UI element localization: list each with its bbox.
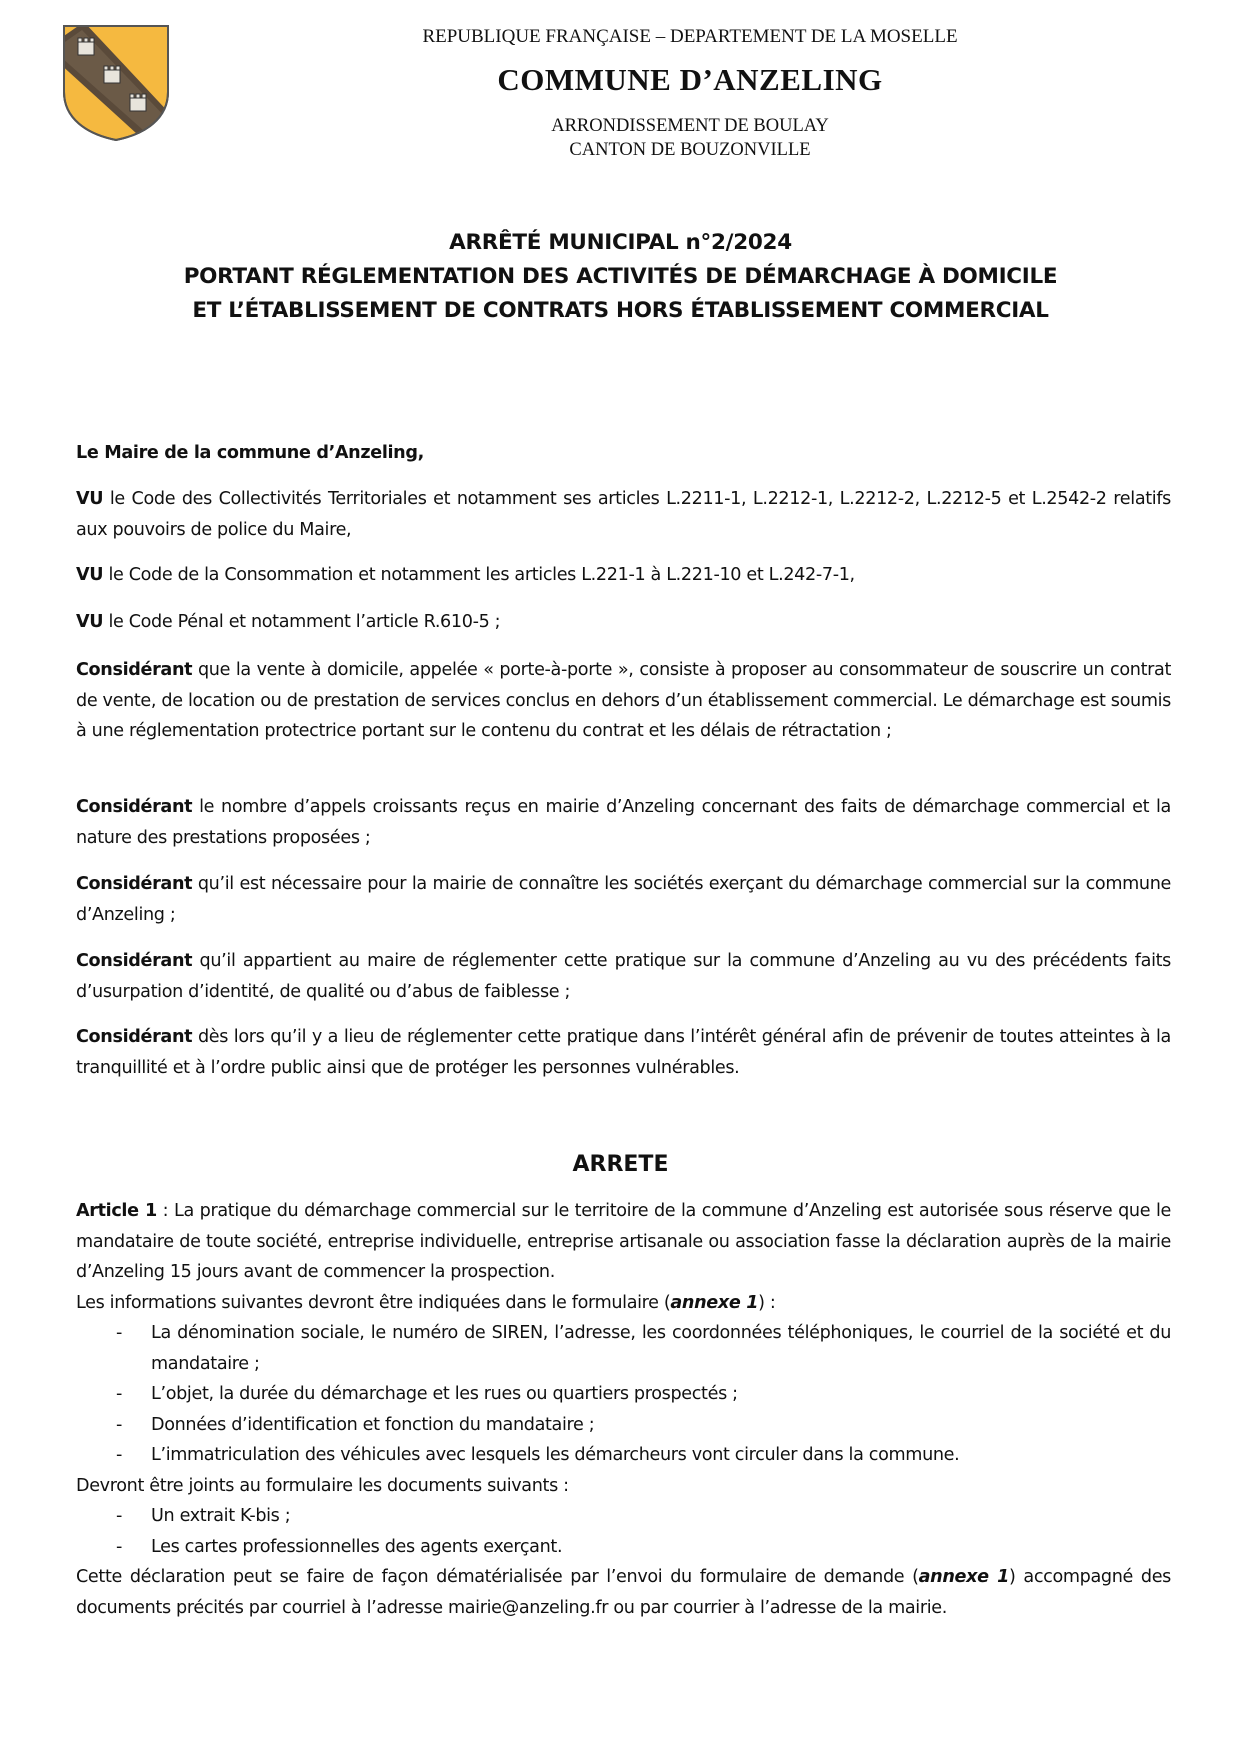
intro-text: Le Maire de la commune d’Anzeling, xyxy=(76,443,424,463)
list-item xyxy=(76,1501,1171,1532)
info-list xyxy=(76,1318,1171,1471)
list-item xyxy=(76,1440,1171,1471)
arrete-heading: ARRETE xyxy=(572,1152,669,1177)
list-dash: - xyxy=(116,1506,122,1526)
considerant-paragraph-3 xyxy=(76,869,1171,930)
vu-paragraph-3 xyxy=(76,607,1171,638)
list-dash: - xyxy=(116,1536,122,1557)
vu-text: le Code de la Consommation et notamment les articles L.221-1 à L.221-10 et L.242-7-1, xyxy=(103,565,855,585)
list-dash: - xyxy=(116,1384,122,1404)
list-dash: - xyxy=(116,1445,122,1465)
closing-text: Cette déclaration peut se faire de façon dématérialisée par l’envoi du formulaire de demande ( xyxy=(76,1567,919,1587)
vu-text: le Code Pénal et notamment l’article R.610-5 ; xyxy=(103,612,501,632)
list-dash: - xyxy=(116,1323,122,1343)
docs-list xyxy=(76,1501,1171,1562)
considerant-paragraph-5 xyxy=(76,1022,1171,1083)
closing-paragraph xyxy=(76,1562,1171,1623)
considerant-text: qu’il appartient au maire de réglementer cette pratique sur la commune d’Anzeling au vu des précédents faits d’usurpation d’identité, de qualité ou d’abus de faiblesse ; xyxy=(76,951,1171,1002)
list-item xyxy=(76,1410,1171,1441)
list-item xyxy=(76,1318,1171,1379)
considerant-text: qu’il est nécessaire pour la mairie de connaître les sociétés exerçant du démarchage commercial sur la commune d’Anzeling ; xyxy=(76,874,1171,925)
district-block xyxy=(300,114,1080,162)
considerant-lead: Considérant xyxy=(76,951,193,971)
commune-name: COMMUNE D’ANZELING xyxy=(497,62,883,97)
list-item-text: Les cartes professionnelles des agents exerçant. xyxy=(151,1536,563,1557)
considerant-paragraph-4 xyxy=(76,946,1171,1007)
vu-text: le Code des Collectivités Territoriales et notamment ses articles L.2211-1, L.2212-1, L.2212-2, L.2212-5 et L.2542-2 relatifs aux pouvoirs de police du Maire, xyxy=(76,489,1171,540)
annexe-reference: annexe 1 xyxy=(670,1292,759,1313)
article-1-lead: Article 1 xyxy=(76,1201,157,1221)
vu-lead: VU xyxy=(76,612,104,632)
canton: CANTON DE BOUZONVILLE xyxy=(569,140,811,160)
vu-paragraph-1 xyxy=(76,484,1171,545)
coat-of-arms-icon xyxy=(58,22,174,144)
considerant-paragraph-2 xyxy=(76,792,1171,853)
list-item-text: La dénomination sociale, le numéro de SIREN, l’adresse, les coordonnées téléphoniques, le courriel de la société et du mandataire ; xyxy=(151,1323,1171,1374)
document-title xyxy=(60,226,1181,328)
info-intro-text: Les informations suivantes devront être indiquées dans le formulaire ( xyxy=(76,1292,671,1313)
list-item-text: Données d’identification et fonction du mandataire ; xyxy=(151,1414,595,1435)
considerant-lead: Considérant xyxy=(76,874,193,894)
list-item-text: L’objet, la durée du démarchage et les rues ou quartiers prospectés ; xyxy=(151,1384,738,1404)
title-line-2: PORTANT RÉGLEMENTATION DES ACTIVITÉS DE DÉMARCHAGE À DOMICILE xyxy=(183,264,1058,289)
annexe-reference: annexe 1 xyxy=(918,1567,1009,1587)
title-line-1: ARRÊTÉ MUNICIPAL n°2/2024 xyxy=(449,230,792,255)
considerant-text: que la vente à domicile, appelée « porte-à-porte », consiste à proposer au consommateur de souscrire un contrat de vente, de location ou de prestation de services conclus en dehors d’un établissement commercial. Le démarchage est soumis à une réglementation protectrice portant sur le contenu du contrat et les délais de rétractation ; xyxy=(76,660,1171,741)
intro xyxy=(76,438,1171,469)
title-line-3: ET L’ÉTABLISSEMENT DE CONTRATS HORS ÉTABLISSEMENT COMMERCIAL xyxy=(192,298,1049,323)
list-dash: - xyxy=(116,1414,122,1435)
vu-paragraph-2 xyxy=(76,560,1171,591)
docs-intro: Devront être joints au formulaire les documents suivants : xyxy=(76,1475,569,1496)
list-item-text: Un extrait K-bis ; xyxy=(151,1506,291,1526)
info-intro-suffix: ) : xyxy=(758,1292,776,1313)
article-1-text: : La pratique du démarchage commercial sur le territoire de la commune d’Anzeling est autorisée sous réserve que le mandataire de toute société, entreprise individuelle, entreprise artisanale ou association fasse la déclaration auprès de la mairie d’Anzeling 15 jours avant de commencer la prospection. xyxy=(76,1201,1171,1282)
considerant-lead: Considérant xyxy=(76,660,193,680)
info-intro xyxy=(76,1288,1171,1319)
considerant-lead: Considérant xyxy=(76,797,193,817)
list-item-text: L’immatriculation des véhicules avec lesquels les démarcheurs vont circuler dans la commune. xyxy=(151,1445,960,1465)
closing-suffix: ) accompagné des documents précités par courriel à l’adresse mairie@anzeling.fr ou par courrier à l’adresse de la mairie. xyxy=(76,1567,1172,1618)
article-1 xyxy=(76,1196,1171,1623)
arrondissement: ARRONDISSEMENT DE BOULAY xyxy=(551,116,829,136)
list-item xyxy=(76,1379,1171,1410)
considerant-text: dès lors qu’il y a lieu de réglementer cette pratique dans l’intérêt général afin de prévenir de toutes atteintes à la tranquillité et à l’ordre public ainsi que de protéger les personnes vulnérables. xyxy=(76,1027,1171,1078)
republic-header: REPUBLIQUE FRANÇAISE – DEPARTEMENT DE LA MOSELLE xyxy=(422,26,958,47)
considerant-paragraph-1 xyxy=(76,655,1171,747)
considerant-text: le nombre d’appels croissants reçus en mairie d’Anzeling concernant des faits de démarchage commercial et la nature des prestations proposées ; xyxy=(76,797,1171,848)
vu-lead: VU xyxy=(76,489,104,509)
considerant-lead: Considérant xyxy=(76,1027,193,1047)
list-item xyxy=(76,1532,1171,1563)
vu-lead: VU xyxy=(76,565,104,585)
